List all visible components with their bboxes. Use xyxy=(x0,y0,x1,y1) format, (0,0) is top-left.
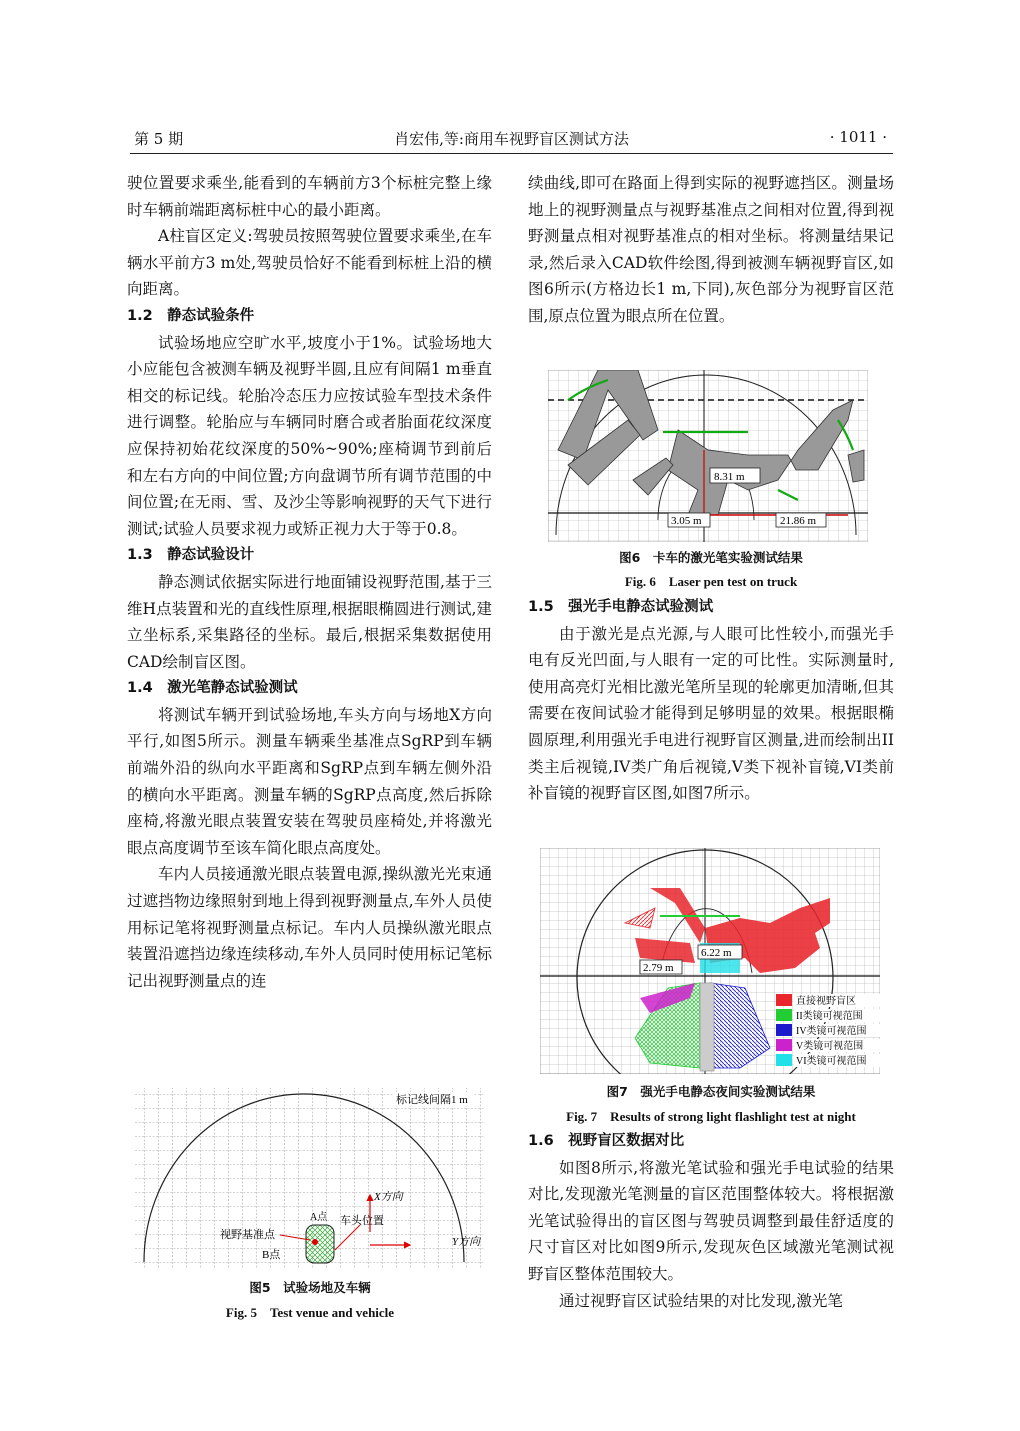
section-heading: 1.5 强光手电静态试验测试 xyxy=(528,599,714,615)
legend-label: V类镜可视范围 xyxy=(796,1041,864,1052)
laser-pen-result-diagram xyxy=(548,370,868,542)
section-heading: 1.4 激光笔静态试验测试 xyxy=(127,680,298,697)
legend-swatch xyxy=(776,1039,792,1051)
right-column-top xyxy=(528,170,894,330)
distance-label: 6.22 m xyxy=(701,947,732,959)
right-column-middle xyxy=(528,594,894,807)
legend-swatch xyxy=(776,1054,792,1066)
paragraph: 静态测试依据实际进行地面铺设视野范围,基于三维H点装置和光的直线性原理,根据眼椭圆进行测试,建立坐标系,采集路径的坐标。最后,根据采集数据使用CAD绘制盲区图。 xyxy=(127,572,492,671)
running-header xyxy=(130,124,893,150)
figure-7-caption-cn: 图7 强光手电静态夜间实验测试结果 xyxy=(606,1084,816,1099)
distance-label: 3.05 m xyxy=(671,515,702,527)
distance-label: 21.86 m xyxy=(780,515,817,527)
legend-label: IV类镜可视范围 xyxy=(796,1026,867,1037)
paragraph: 车内人员接通激光眼点装置电源,操纵激光光束通过遮挡物边缘照射到地上得到视野测量点,车外人员使用标记笔将视野测量点标记。车内人员操纵激光眼点装置沿遮挡边缘连续移动,车外人员同时使用标记笔标记出视野测量点的连 xyxy=(127,865,492,990)
legend-label: 直接视野盲区 xyxy=(796,996,856,1007)
point-a-label: A点 xyxy=(310,1212,328,1223)
figure-6-caption-cn: 图6 卡车的激光笔实验测试结果 xyxy=(619,550,803,565)
vehicle-outline xyxy=(306,1225,334,1263)
figure-6 xyxy=(548,370,868,542)
issue-number: 第 5 期 xyxy=(134,130,184,148)
paragraph: 由于激光是点光源,与人眼可比性较小,而强光手电有反光凹面,与人眼有一定的可比性。实际测量时,使用高亮灯光相比激光笔所呈现的轮廓更加清晰,但其需要在夜间试验才能得到足够明显的效果。根据眼椭圆原理,利用强光手电进行视野盲区测量,进而绘制出II类主后视镜,IV类广角后视镜,V类下视补盲镜,VI类前补盲镜的视野盲区图,如图7所示。 xyxy=(528,624,894,803)
paragraph: 续曲线,即可在路面上得到实际的视野遮挡区。测量场地上的视野测量点与视野基准点之间相对位置,得到视野测量点相对视野基准点的相对坐标。将测量结果记录,然后录入CAD软件绘图,得到被测车辆视野盲区,如图6所示(方格边长1 m,下同),灰色部分为视野盲区范围,原点位置为眼点所在位置。 xyxy=(528,174,894,325)
test-venue-diagram xyxy=(130,1080,490,1272)
paragraph: 将测试车辆开到试验场地,车头方向与场地X方向平行,如图5所示。测量车辆乘坐基准点SgRP到车辆前端外沿的纵向水平距离和SgRP点到车辆左侧外沿的横向水平距离。测量车辆的SgRP点高度,然后拆除座椅,将激光眼点装置安装在驾驶员座椅处,并将激光眼点高度调节至该车简化眼点高度处。 xyxy=(127,705,492,857)
distance-label: 8.31 m xyxy=(714,471,745,483)
legend-swatch xyxy=(776,1009,792,1021)
reference-point-label: 视野基准点 xyxy=(220,1229,275,1241)
figure-7-caption-en: Fig. 7 Results of strong light flashlight test at night xyxy=(566,1109,856,1124)
grid-spacing-label: 标记线间隔1 m xyxy=(396,1094,468,1106)
legend-label: VI类镜可视范围 xyxy=(796,1056,867,1067)
right-column-bottom xyxy=(528,1128,894,1314)
page-number: · 1011 · xyxy=(829,128,887,146)
figure-5-caption-cn: 图5 试验场地及车辆 xyxy=(249,1280,371,1295)
legend xyxy=(776,994,880,1067)
paragraph: A柱盲区定义:驾驶员按照驾驶位置要求乘坐,在车辆水平前方3 m处,驾驶员恰好不能看到标桩上沿的横向距离。 xyxy=(127,227,492,299)
section-heading: 1.6 视野盲区数据对比 xyxy=(528,1133,685,1149)
eye-point-marker xyxy=(312,1239,318,1245)
vehicle-head-label: 车头位置 xyxy=(340,1215,384,1227)
paragraph: 通过视野盲区试验结果的对比发现,激光笔 xyxy=(559,1291,843,1310)
figure-5-caption-en: Fig. 5 Test venue and vehicle xyxy=(225,1305,395,1320)
legend-swatch xyxy=(776,994,792,1006)
header-rule xyxy=(130,153,893,154)
distance-label: 2.79 m xyxy=(643,962,674,974)
legend-label: II类镜可视范围 xyxy=(796,1011,863,1022)
figure-7 xyxy=(540,848,880,1074)
figure-5 xyxy=(130,1080,490,1272)
paragraph: 驶位置要求乘坐,能看到的车辆前方3个标桩完整上缘时车辆前端距离标桩中心的最小距离。 xyxy=(127,174,492,219)
section-heading: 1.3 静态试验设计 xyxy=(127,547,255,564)
figure-6-caption-en: Fig. 6 Laser pen test on truck xyxy=(624,574,798,589)
legend-swatch xyxy=(776,1024,792,1036)
y-direction-label: Y方向 xyxy=(452,1236,481,1248)
running-title: 肖宏伟,等:商用车视野盲区测试方法 xyxy=(394,130,629,148)
left-column xyxy=(127,170,492,994)
point-b-label: B点 xyxy=(262,1249,281,1261)
x-direction-label: X方向 xyxy=(374,1191,403,1203)
paragraph: 试验场地应空旷水平,坡度小于1%。试验场地大小应能包含被测车辆及视野半圆,且应有间隔1 m垂直相交的标记线。轮胎冷态压力应按试验车型技术条件进行调整。轮胎应与车辆同时磨合或者胎面花纹深度应保持初始花纹深度的50%~90%;座椅调节到前后和左右方向的中间位置;方向盘调节所有调节范围的中间位置;在无雨、雪、及沙尘等影响视野的天气下进行测试;试验人员要求视力或矫正视力大于等于0.8。 xyxy=(127,333,492,538)
paragraph: 如图8所示,将激光笔试验和强光手电试验的结果对比,发现激光笔测量的盲区范围整体较大。将根据激光笔试验得出的盲区图与驾驶员调整到最佳舒适度的尺寸盲区对比如图9所示,发现灰色区域激光笔测试视野盲区整体范围较大。 xyxy=(528,1158,894,1283)
section-heading: 1.2 静态试验条件 xyxy=(127,307,255,324)
flashlight-result-diagram xyxy=(540,848,880,1074)
